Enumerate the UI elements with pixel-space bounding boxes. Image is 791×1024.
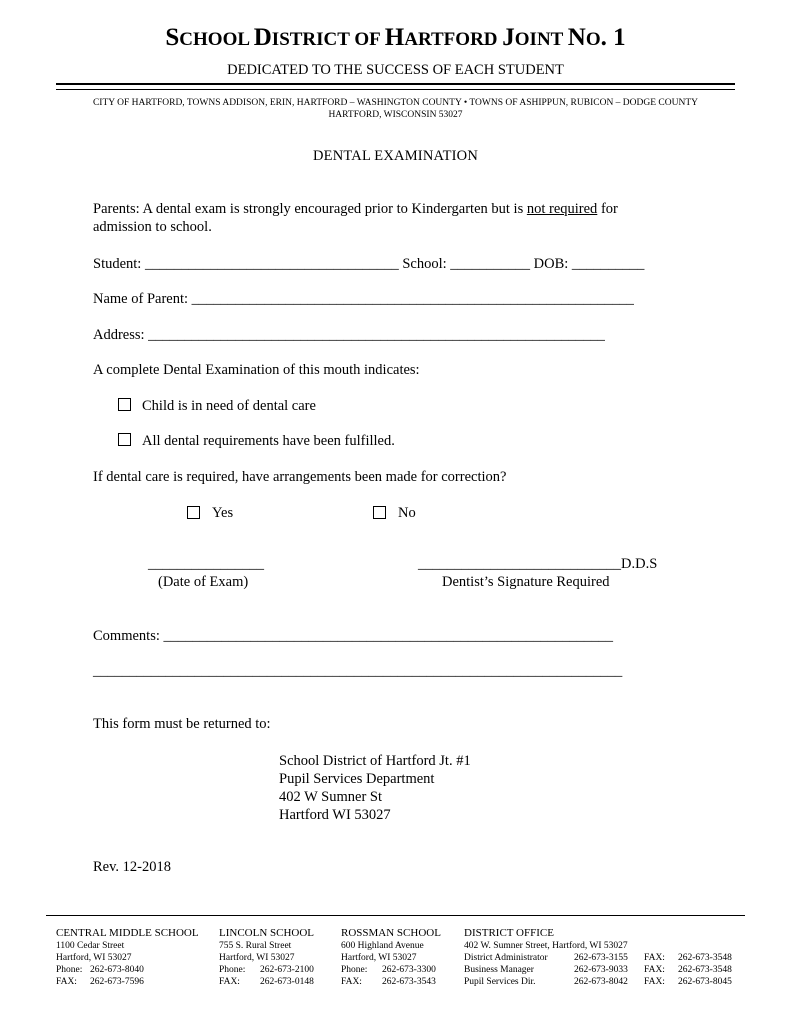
school-city: Hartford, WI 53027	[219, 953, 295, 963]
return-address-line: School District of Hartford Jt. #1	[279, 753, 471, 769]
school-fax: 262-673-0148	[260, 977, 314, 987]
school-phone: 262-673-8040	[90, 965, 144, 975]
district-address-line1: CITY OF HARTFORD, TOWNS ADDISON, ERIN, HARTFORD – WASHINGTON COUNTY • TOWNS OF ASHIPPUN, RUBICON – DODGE COUNTY	[92, 98, 699, 108]
office-fax: 262-673-3548	[678, 965, 732, 975]
exam-indicates-text: A complete Dental Examination of this mouth indicates:	[93, 362, 420, 378]
requirements-fulfilled-label: All dental requirements have been fulfilled.	[142, 433, 395, 449]
office-phone: 262-673-8042	[574, 977, 628, 987]
school-name: LINCOLN SCHOOL	[219, 927, 315, 939]
fax-label: FAX:	[341, 977, 362, 987]
date-of-exam-field[interactable]: ________________	[148, 556, 264, 572]
parent-name-field[interactable]: Name of Parent: _____________________________________________________________	[93, 291, 634, 307]
address-field[interactable]: Address: _______________________________________________________________	[93, 327, 605, 343]
no-label: No	[398, 505, 416, 521]
intro-text-line2: admission to school.	[93, 219, 212, 235]
school-city: Hartford, WI 53027	[341, 953, 417, 963]
header-rule-thick	[56, 83, 735, 85]
school-street: 1100 Cedar Street	[56, 941, 125, 951]
student-school-dob-field[interactable]: Student: ___________________________________ School: ___________ DOB: __________	[93, 256, 645, 272]
office-name: DISTRICT OFFICE	[464, 927, 554, 939]
school-name: ROSSMAN SCHOOL	[341, 927, 441, 939]
fax-label: FAX:	[56, 977, 77, 987]
footer-lincoln-school	[219, 927, 314, 988]
fax-label: FAX:	[219, 977, 240, 987]
yes-label: Yes	[212, 505, 234, 521]
school-fax: 262-673-7596	[90, 977, 144, 987]
requirements-fulfilled-checkbox[interactable]	[118, 433, 131, 446]
need-care-label: Child is in need of dental care	[142, 398, 316, 414]
footer-rule	[46, 915, 745, 916]
office-role: Business Manager	[464, 965, 534, 975]
school-street: 755 S. Rural Street	[219, 941, 292, 951]
school-phone: 262-673-2100	[260, 965, 314, 975]
school-city: Hartford, WI 53027	[56, 953, 132, 963]
footer-district-office	[464, 927, 732, 988]
office-fax: 262-673-8045	[678, 977, 732, 987]
phone-label: Phone:	[219, 965, 246, 975]
header-rule-thin	[56, 89, 735, 90]
school-name: CENTRAL MIDDLE SCHOOL	[56, 927, 199, 939]
arrangements-question: If dental care is required, have arrangements been made for correction?	[93, 469, 507, 485]
district-title: SCHOOL DISTRICT OF HARTFORD JOINT NO. 1	[165, 24, 626, 51]
date-of-exam-label: (Date of Exam)	[158, 574, 249, 590]
return-address-line: Pupil Services Department	[279, 771, 435, 787]
school-phone: 262-673-3300	[382, 965, 436, 975]
dentist-signature-label: Dentist’s Signature Required	[442, 574, 610, 590]
yes-checkbox[interactable]	[187, 506, 200, 519]
school-street: 600 Highland Avenue	[341, 941, 424, 951]
office-phone: 262-673-9033	[574, 965, 628, 975]
form-heading: DENTAL EXAMINATION	[313, 148, 478, 164]
footer-rossman-school	[341, 927, 441, 988]
intro-text: Parents: A dental exam is strongly encouraged prior to Kindergarten but is not required for	[93, 201, 618, 217]
office-role: Pupil Services Dir.	[464, 977, 536, 987]
need-care-checkbox[interactable]	[118, 398, 131, 411]
revision-text: Rev. 12-2018	[93, 859, 171, 875]
footer-central-middle-school	[56, 927, 199, 988]
comments-field[interactable]: Comments: ______________________________________________________________	[93, 628, 613, 644]
fax-label: FAX:	[644, 965, 665, 975]
phone-label: Phone:	[341, 965, 368, 975]
district-address-line2: HARTFORD, WISCONSIN 53027	[328, 110, 463, 120]
no-checkbox[interactable]	[373, 506, 386, 519]
office-fax: 262-673-3548	[678, 953, 732, 963]
school-fax: 262-673-3543	[382, 977, 436, 987]
fax-label: FAX:	[644, 953, 665, 963]
return-address-line: 402 W Sumner St	[279, 789, 382, 805]
office-phone: 262-673-3155	[574, 953, 628, 963]
return-address-line: Hartford WI 53027	[279, 807, 391, 823]
phone-label: Phone:	[56, 965, 83, 975]
office-street: 402 W. Sumner Street, Hartford, WI 53027	[464, 941, 628, 951]
office-role: District Administrator	[464, 953, 548, 963]
fax-label: FAX:	[644, 977, 665, 987]
return-to-text: This form must be returned to:	[93, 716, 271, 732]
tagline: DEDICATED TO THE SUCCESS OF EACH STUDENT	[227, 62, 564, 78]
dentist-signature-field[interactable]: ____________________________D.D.S	[418, 556, 658, 572]
comments-field-line2[interactable]: _________________________________________________________________________	[93, 663, 623, 679]
